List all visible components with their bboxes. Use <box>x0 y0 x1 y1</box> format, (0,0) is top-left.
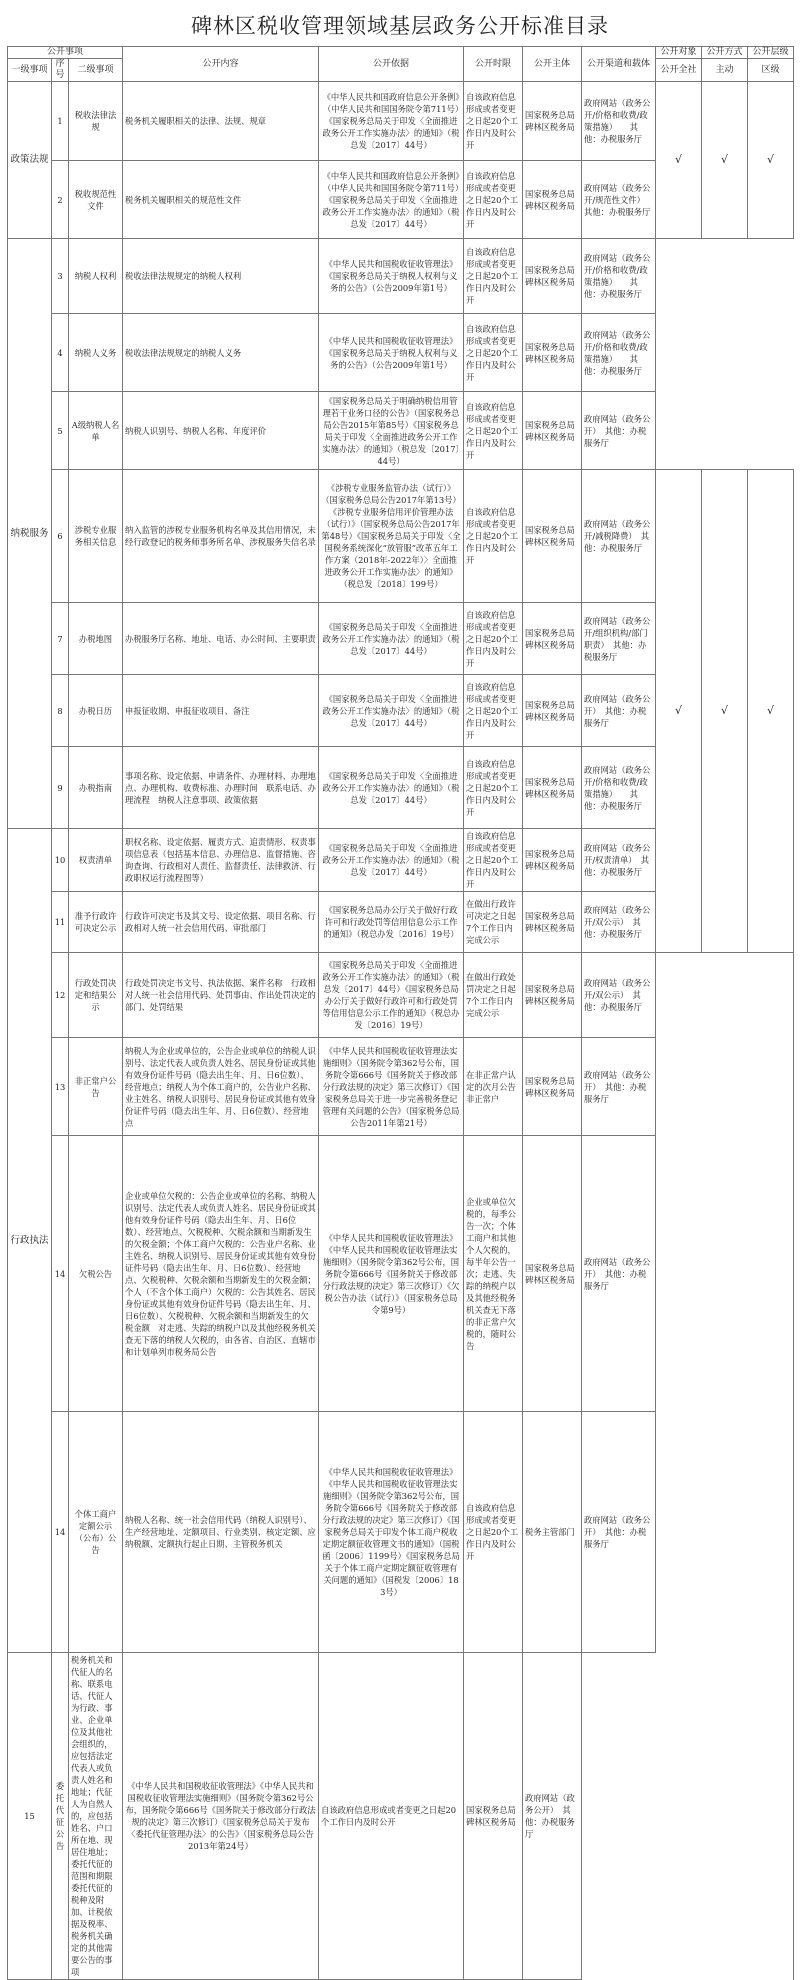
row-seq: 2 <box>52 161 69 239</box>
row-period: 自该政府信息形成或者变更之日起20个工作日内及时公开 <box>464 829 523 892</box>
row-channel: 政府网站（政务公开/价格和收费/政策措施） 其他：办税服务厅 <box>582 314 656 392</box>
table-row <box>8 239 794 314</box>
check-all-society: √ <box>656 470 702 953</box>
row-period: 在做出行政许可决定之日起7个工作日内完成公示 <box>464 892 523 953</box>
row-channel: 政府网站（政务公开/双公示） 其他：办税服务厅 <box>582 892 656 953</box>
row-channel: 政府网站（政务公开） 其他：办税服务厅 <box>582 675 656 747</box>
row-seq: 11 <box>52 892 69 953</box>
row-content: 纳税人为企业或单位的，公告企业或单位的纳税人识别号、法定代表人或负责人姓名、居民身份证或其他有效身份证件号码（隐去出生年、月、日6位数）、经营地点；纳税人为个体工商户的，公告业户名称、业主姓名、纳税人识别号、居民身份证或其他有效身份证件号码（隐去出生年、月、日6位数）、经营地点 <box>123 1038 319 1136</box>
row-subject: 国家税务总局碑林区税务局 <box>523 747 582 829</box>
row-content: 税务机关和代征人的名称、联系电话、代征人为行政、事业、企业单位及其他社会组织的，应包括法定代表人或负责人姓名和地址；代征人为自然人的，应包括姓名、户口所在地、现居住地址；委托代征的范围和期限委托代征的税种及附加、计税依据及税率、税务机关确定的其他需要公告的事项 <box>69 1653 123 1980</box>
row-seq: 15 <box>8 1653 52 1980</box>
table-row <box>8 82 794 161</box>
row-basis: 《涉税专业服务监管办法（试行）》（国家税务总局公告2017年第13号）《涉税专业服务信用评价管理办法（试行）》（国家税务总局公告2017年第48号）《国家税务总局关于印发〈全国税务系统深化“放管服”改革五年工作方案（2018年-2022年）〉全面推进政务公开工作实施办法〉的通知》（税总发〔2018〕199号） <box>319 470 464 603</box>
row-seq: 1 <box>52 82 69 161</box>
check-active: √ <box>702 82 748 239</box>
row-item-name: 欠税公告 <box>69 1136 123 1412</box>
header-level: 公开层级 <box>748 47 794 59</box>
table-row <box>8 953 794 1038</box>
row-content: 企业或单位欠税的：公告企业或单位的名称、纳税人识别号、法定代表人或负责人姓名、居民身份证或其他有效身份证件号码（隐去出生年、月、日6位数）、经营地点、欠税税种、欠税余额和当期新发生的欠税金额；个体工商户欠税的：公告业户名称、业主姓名、纳税人识别号、居民身份证或其他有效身份证件号码（隐去出生年、月、日6位数）、经营地点、欠税税种、欠税余额和当期新发生的欠税金额；个人（不含个体工商户）欠税的：公告其姓名、居民身份证或其他有效身份证件号码（隐去出生年、月、日6位数）、欠税税种、欠税余额和当期新发生的欠税金额 对走逃、失踪的纳税户以及其他经税务机关查无下落的纳税人欠税的，由各省、自治区、直辖市和计划单列市税务局公告 <box>123 1136 319 1412</box>
header-scope: 公开对象 <box>656 47 702 59</box>
row-content: 税收法律法规规定的纳税人权利 <box>123 239 319 314</box>
row-seq: 10 <box>52 829 69 892</box>
row-basis: 《国家税务总局关于印发〈全面推进政务公开工作实施办法〉的通知》（税总发〔2017〕44号） <box>319 747 464 829</box>
row-content: 办税服务厅名称、地址、电话、办公时间、主要职责 <box>123 603 319 675</box>
row-subject: 国家税务总局碑林区税务局 <box>523 161 582 239</box>
row-subject: 税务主管部门 <box>523 1412 582 1653</box>
table-row <box>8 1136 794 1412</box>
row-seq: 8 <box>52 675 69 747</box>
row-item-name: 纳税人权利 <box>69 239 123 314</box>
row-content: 行政许可决定书及其文号、设定依据、项目名称、行政相对人统一社会信用代码、审批部门 <box>123 892 319 953</box>
table-row <box>8 470 794 603</box>
row-seq: 14 <box>52 1136 69 1412</box>
row-subject: 国家税务总局碑林区税务局 <box>523 1038 582 1136</box>
row-channel: 政府网站（政务公开/减税降费） 其他：办税服务厅 <box>582 470 656 603</box>
table-row <box>8 1412 794 1653</box>
row-subject: 国家税务总局碑林区税务局 <box>523 953 582 1038</box>
row-channel: 政府网站（政务公开） 其他：办税服务厅 <box>582 392 656 470</box>
row-content: 申报征收期、申报征收项目、备注 <box>123 675 319 747</box>
row-seq: 4 <box>52 314 69 392</box>
row-content: 行政处罚决定书文号、执法依据、案件名称 行政相对人统一社会信用代码、处罚事由、作出处罚决定的部门、处罚结果 <box>123 953 319 1038</box>
row-period: 自该政府信息形成或者变更之日起20个工作日内及时公开 <box>464 82 523 161</box>
row-content: 纳税人识别号、纳税人名称、年度评价 <box>123 392 319 470</box>
header-active: 主动 <box>702 59 748 82</box>
row-channel: 政府网站（政务公开） 其他：办税服务厅 <box>582 1412 656 1653</box>
row-subject: 国家税务总局碑林区税务局 <box>523 239 582 314</box>
row-item-name: 纳税人义务 <box>69 314 123 392</box>
row-channel: 政府网站（政务公开/规范性文件） 其他：办税服务厅 <box>582 161 656 239</box>
row-basis: 《中华人民共和国税收征收管理法》《中华人民共和国税收征收管理法实施细则》（国务院令第362号公布，国务院令第666号《国务院关于修改部分行政法规的决定》第三次修订）《国家税务总局关于发布〈委托代征管理办法〉的公告》（国家税务总局公告2013年第24号） <box>123 1653 319 1980</box>
row-basis: 《国家税务总局关于明确纳税信用管理若干业务口径的公告》（国家税务总局公告2015年第85号）《国家税务总局关于印发〈全面推进政务公开工作实施办法〉的通知》（税总发〔2017〕44号） <box>319 392 464 470</box>
row-seq: 12 <box>52 953 69 1038</box>
header-seq: 序号 <box>52 59 69 82</box>
level1-category: 纳税服务 <box>8 239 52 829</box>
row-basis: 《中华人民共和国税收征收管理法》《国家税务总局关于纳税人权利与义务的公告》（公告2009年第1号） <box>319 314 464 392</box>
row-period: 自该政府信息形成或者变更之日起20个工作日内及时公开 <box>464 603 523 675</box>
row-basis: 《中华人民共和国政府信息公开条例》（中华人民共和国国务院令第711号）《国家税务总局关于印发〈全面推进政务公开工作实施办法〉的通知》（税总发〔2017〕44号） <box>319 82 464 161</box>
row-content: 税收法律法规规定的纳税人义务 <box>123 314 319 392</box>
row-channel: 政府网站（政务公开） 其他：办税服务厅 <box>523 1653 582 1980</box>
row-seq: 7 <box>52 603 69 675</box>
header-level2: 二级事项 <box>69 59 123 82</box>
row-subject: 国家税务总局碑林区税务局 <box>523 1136 582 1412</box>
header-content: 公开内容 <box>123 47 319 82</box>
row-channel: 政府网站（政务公开/双公示） 其他：办税服务厅 <box>582 953 656 1038</box>
row-item-name: 办税日历 <box>69 675 123 747</box>
row-basis: 《国家税务总局关于印发〈全面推进政务公开工作实施办法〉的通知》（税总发〔2017〕44号） <box>319 675 464 747</box>
row-period: 自该政府信息形成或者变更之日起20个工作日内及时公开 <box>464 675 523 747</box>
level1-category: 政策法规 <box>8 82 52 239</box>
row-seq: 3 <box>52 239 69 314</box>
row-period: 自该政府信息形成或者变更之日起20个工作日内及时公开 <box>319 1653 464 1980</box>
row-content: 纳入监管的涉税专业服务机构名单及其信用情况，未经行政登记的税务师事务所名单、涉税服务失信名录 <box>123 470 319 603</box>
row-item-name: A级纳税人名单 <box>69 392 123 470</box>
row-seq: 6 <box>52 470 69 603</box>
row-period: 自该政府信息形成或者变更之日起20个工作日内及时公开 <box>464 392 523 470</box>
row-basis: 《国家税务总局关于印发〈全面推进政务公开工作实施办法〉的通知》（税总发〔2017〕44号）《国家税务总局办公厅关于做好行政许可和行政处罚等信用信息公示工作的通知》（税总办发〔2016〕19号） <box>319 953 464 1038</box>
row-item-name: 非正常户公告 <box>69 1038 123 1136</box>
check-district: √ <box>748 82 794 239</box>
row-subject: 国家税务总局碑林区税务局 <box>523 314 582 392</box>
row-channel: 政府网站（政务公开） 其他：办税服务厅 <box>582 1136 656 1412</box>
header-period: 公开时限 <box>464 47 523 82</box>
header-all-society: 公开全社 <box>656 59 702 82</box>
page-title: 碑林区税收管理领域基层政务公开标准目录 <box>191 14 609 38</box>
row-basis: 《国家税务总局办公厅关于做好行政许可和行政处罚等信用信息公示工作的通知》（税总办发〔2016〕19号） <box>319 892 464 953</box>
row-subject: 国家税务总局碑林区税务局 <box>523 82 582 161</box>
row-channel: 政府网站（政务公开/价格和收费/政策措施） 其他：办税服务厅 <box>582 82 656 161</box>
row-subject: 国家税务总局碑林区税务局 <box>523 392 582 470</box>
row-period: 自该政府信息形成或者变更之日起20个工作日内及时公开 <box>464 1412 523 1653</box>
row-seq: 5 <box>52 392 69 470</box>
row-content: 税务机关履职相关的规范性文件 <box>123 161 319 239</box>
row-item-name: 办税地图 <box>69 603 123 675</box>
header-level1: 一级事项 <box>8 59 52 82</box>
header-mode: 公开方式 <box>702 47 748 59</box>
row-subject: 国家税务总局碑林区税务局 <box>523 829 582 892</box>
table-row <box>8 1038 794 1136</box>
row-item-name: 税收法律法规 <box>69 82 123 161</box>
row-basis: 《中华人民共和国税收征收管理法》《国家税务总局关于纳税人权利与义务的公告》（公告2009年第1号） <box>319 239 464 314</box>
check-all-society: √ <box>656 82 702 239</box>
row-basis: 《中华人民共和国税收征收管理法》《中华人民共和国税收征收管理法实施细则》（国务院令第362号公布，国务院令第666号《国务院关于修改部分行政法规的决定》第三次修订）《欠税公告办法（试行）》（国家税务总局令第9号） <box>319 1136 464 1412</box>
row-period: 企业或单位欠税的，每季公告一次；个体工商户和其他个人欠税的，每半年公告一次；走逃、失踪的纳税户以及其他经税务机关查无下落的非正常户欠税的，随时公告 <box>464 1136 523 1412</box>
header-channel: 公开渠道和载体 <box>582 47 656 82</box>
row-seq: 13 <box>52 1038 69 1136</box>
row-period: 自该政府信息形成或者变更之日起20个工作日内及时公开 <box>464 239 523 314</box>
row-seq: 9 <box>52 747 69 829</box>
row-channel: 政府网站（政务公开/权责清单） 其他：办税服务厅 <box>582 829 656 892</box>
row-subject: 国家税务总局碑林区税务局 <box>464 1653 523 1980</box>
table-row <box>8 392 794 470</box>
row-basis: 《国家税务总局关于印发〈全面推进政务公开工作实施办法〉的通知》（税总发〔2017〕44号） <box>319 603 464 675</box>
header-items: 公开事项 <box>8 47 123 59</box>
table-row <box>8 314 794 392</box>
header-district: 区级 <box>748 59 794 82</box>
check-district: √ <box>748 470 794 953</box>
row-channel: 政府网站（政务公开/价格和收费/政策措施） 其他：办税服务厅 <box>582 747 656 829</box>
row-item-name: 行政处罚决定和结果公示 <box>69 953 123 1038</box>
row-channel: 政府网站（政务公开） 其他：办税服务厅 <box>582 1038 656 1136</box>
row-item-name: 个体工商户定额公示（公布）公告 <box>69 1412 123 1653</box>
row-content: 事项名称、设定依据、申请条件、办理材料、办理地点、办理机构、收费标准、办理时间 联系电话、办理流程 纳税人注意事项、政策依据 <box>123 747 319 829</box>
check-active: √ <box>702 470 748 953</box>
row-basis: 《中华人民共和国税收征收管理法实施细则》（国务院令第362号公布，国务院令第666号《国务院关于修改部分行政法规的决定》第三次修订）《国家税务总局关于进一步完善税务登记管理有关问题的公告》（国家税务总局公告2011年第21号） <box>319 1038 464 1136</box>
row-channel: 政府网站（政务公开/价格和收费/政策措施） 其他：办税服务厅 <box>582 239 656 314</box>
row-period: 在非正常户认定的次月公告非正常户 <box>464 1038 523 1136</box>
row-item-name: 办税指南 <box>69 747 123 829</box>
row-item-name: 涉税专业服务相关信息 <box>69 470 123 603</box>
row-subject: 国家税务总局碑林区税务局 <box>523 603 582 675</box>
row-basis: 《国家税务总局关于印发〈全面推进政务公开工作实施办法〉的通知》（税总发〔2017〕44号） <box>319 829 464 892</box>
row-item-name: 税收规范性文件 <box>69 161 123 239</box>
row-content: 纳税人名称、统一社会信用代码（纳税人识别号）、生产经营地址、定额项目、行业类别、核定定额、应纳税额、定额执行起止日期、主管税务机关 <box>123 1412 319 1653</box>
row-item-name: 准予行政许可决定公示 <box>69 892 123 953</box>
row-period: 自该政府信息形成或者变更之日起20个工作日内及时公开 <box>464 470 523 603</box>
row-period: 自该政府信息形成或者变更之日起20个工作日内及时公开 <box>464 747 523 829</box>
row-subject: 国家税务总局碑林区税务局 <box>523 675 582 747</box>
level1-category: 行政执法 <box>8 829 52 1653</box>
header-subject: 公开主体 <box>523 47 582 82</box>
row-content: 税务机关履职相关的法律、法规、规章 <box>123 82 319 161</box>
header-basis: 公开依据 <box>319 47 464 82</box>
table-row <box>8 1653 794 1980</box>
row-basis: 《中华人民共和国税收征收管理法》《中华人民共和国税收征收管理法实施细则》（国务院令第362号公布，国务院令第666号《国务院关于修改部分行政法规的决定》第三次修订）《国家税务总局关于印发个体工商户税收定期定额征收管理文书的通知》（国税函〔2006〕1199号）《国家税务总局关于个体工商户定期定额征收管理有关问题的通知》（国税发〔2006〕183号） <box>319 1412 464 1653</box>
row-item-name: 委托代征公告 <box>52 1653 69 1980</box>
row-period: 自该政府信息形成或者变更之日起20个工作日内及时公开 <box>464 161 523 239</box>
row-basis: 《中华人民共和国政府信息公开条例》（中华人民共和国国务院令第711号）《国家税务总局关于印发〈全面推进政务公开工作实施办法〉的通知》（税总发〔2017〕44号） <box>319 161 464 239</box>
row-subject: 国家税务总局碑林区税务局 <box>523 892 582 953</box>
row-subject: 国家税务总局碑林区税务局 <box>523 470 582 603</box>
row-period: 自该政府信息形成或者变更之日起20个工作日内及时公开 <box>464 314 523 392</box>
disclosure-table <box>7 46 794 1980</box>
row-seq: 14 <box>52 1412 69 1653</box>
row-item-name: 权责清单 <box>69 829 123 892</box>
row-content: 职权名称、设定依据、履责方式、追责情形、权责事项信息表（包括基本信息、办理信息、监督措施、咨询查询、行政相对人责任、监督责任、法律救济、行政职权运行流程图等） <box>123 829 319 892</box>
row-channel: 政府网站（政务公开/组织机构/部门职责） 其他：办税服务厅 <box>582 603 656 675</box>
row-period: 在做出行政处罚决定之日起7个工作日内完成公示 <box>464 953 523 1038</box>
